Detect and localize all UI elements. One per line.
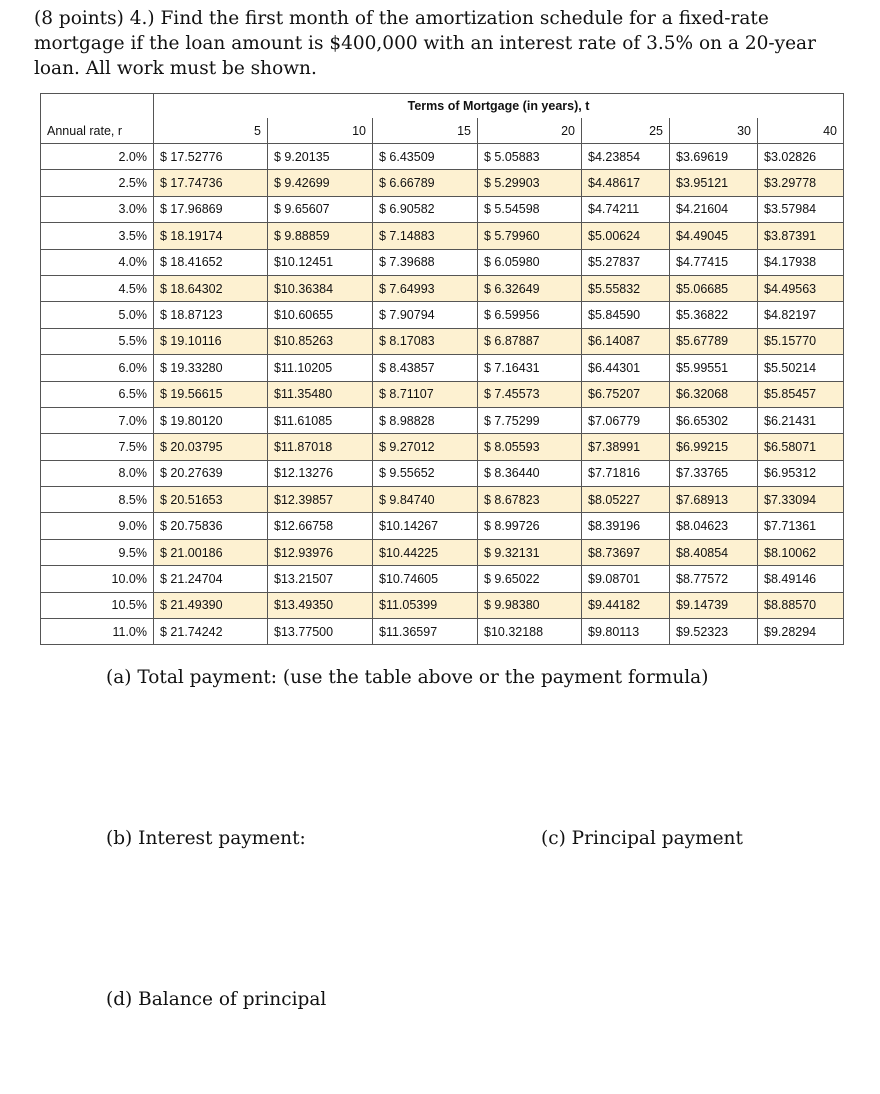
rate-cell: 5.5%	[41, 328, 154, 354]
rate-cell: 10.0%	[41, 566, 154, 592]
payment-cell: $5.99551	[670, 355, 758, 381]
table-row	[41, 619, 844, 645]
payment-cell: $ 9.65022	[478, 566, 582, 592]
payment-cell: $ 19.33280	[154, 355, 268, 381]
rate-cell: 7.5%	[41, 434, 154, 460]
payment-cell: $4.48617	[582, 170, 670, 196]
table-row	[41, 249, 844, 275]
term-header: 40	[758, 118, 844, 144]
header-corner	[41, 94, 154, 119]
rate-cell: 8.0%	[41, 460, 154, 486]
payment-cell: $ 8.17083	[373, 328, 478, 354]
payment-cell: $ 8.67823	[478, 487, 582, 513]
payment-cell: $8.88570	[758, 592, 844, 618]
payment-cell: $3.02826	[758, 144, 844, 170]
payment-cell: $ 8.99726	[478, 513, 582, 539]
term-header: 10	[268, 118, 373, 144]
payment-cell: $5.06685	[670, 275, 758, 301]
term-header: 5	[154, 118, 268, 144]
payment-cell: $ 9.32131	[478, 539, 582, 565]
payment-cell: $4.74211	[582, 196, 670, 222]
rate-cell: 8.5%	[41, 487, 154, 513]
payment-cell: $ 7.39688	[373, 249, 478, 275]
payment-table	[40, 93, 844, 645]
rate-cell: 10.5%	[41, 592, 154, 618]
payment-cell: $3.95121	[670, 170, 758, 196]
payment-cell: $ 9.42699	[268, 170, 373, 196]
payment-cell: $ 8.05593	[478, 434, 582, 460]
table-row	[41, 487, 844, 513]
payment-cell: $ 6.43509	[373, 144, 478, 170]
payment-cell: $ 6.66789	[373, 170, 478, 196]
payment-cell: $11.61085	[268, 407, 373, 433]
payment-cell: $ 21.49390	[154, 592, 268, 618]
payment-cell: $ 9.55652	[373, 460, 478, 486]
payment-cell: $5.55832	[582, 275, 670, 301]
payment-cell: $11.05399	[373, 592, 478, 618]
payment-cell: $6.21431	[758, 407, 844, 433]
payment-cell: $ 6.59956	[478, 302, 582, 328]
payment-cell: $6.95312	[758, 460, 844, 486]
payment-cell: $ 7.45573	[478, 381, 582, 407]
rate-cell: 9.5%	[41, 539, 154, 565]
table-row	[41, 355, 844, 381]
payment-cell: $11.10205	[268, 355, 373, 381]
rate-cell: 5.0%	[41, 302, 154, 328]
rate-cell: 7.0%	[41, 407, 154, 433]
payment-cell: $4.82197	[758, 302, 844, 328]
payment-cell: $ 7.75299	[478, 407, 582, 433]
payment-cell: $ 7.16431	[478, 355, 582, 381]
term-header: 20	[478, 118, 582, 144]
payment-cell: $10.14267	[373, 513, 478, 539]
payment-cell: $9.28294	[758, 619, 844, 645]
part-c-principal-payment: (c) Principal payment	[541, 828, 743, 849]
payment-cell: $4.77415	[670, 249, 758, 275]
payment-cell: $ 9.20135	[268, 144, 373, 170]
payment-cell: $5.00624	[582, 223, 670, 249]
payment-cell: $10.36384	[268, 275, 373, 301]
payment-cell: $11.35480	[268, 381, 373, 407]
payment-cell: $ 9.65607	[268, 196, 373, 222]
rate-cell: 4.5%	[41, 275, 154, 301]
rate-cell: 9.0%	[41, 513, 154, 539]
payment-cell: $11.36597	[373, 619, 478, 645]
payment-cell: $ 17.96869	[154, 196, 268, 222]
payment-cell: $4.17938	[758, 249, 844, 275]
rate-cell: 2.5%	[41, 170, 154, 196]
payment-cell: $7.33765	[670, 460, 758, 486]
payment-cell: $4.23854	[582, 144, 670, 170]
payment-cell: $7.71361	[758, 513, 844, 539]
payment-cell: $10.85263	[268, 328, 373, 354]
payment-cell: $ 6.90582	[373, 196, 478, 222]
payment-cell: $5.27837	[582, 249, 670, 275]
payment-cell: $9.44182	[582, 592, 670, 618]
payment-cell: $ 9.27012	[373, 434, 478, 460]
payment-cell: $3.69619	[670, 144, 758, 170]
table-row	[41, 223, 844, 249]
table-row	[41, 460, 844, 486]
table-row	[41, 566, 844, 592]
rate-cell: 2.0%	[41, 144, 154, 170]
payment-cell: $ 8.71107	[373, 381, 478, 407]
payment-cell: $4.49563	[758, 275, 844, 301]
payment-cell: $ 17.74736	[154, 170, 268, 196]
payment-cell: $5.85457	[758, 381, 844, 407]
payment-cell: $5.84590	[582, 302, 670, 328]
payment-cell: $3.57984	[758, 196, 844, 222]
table-row	[41, 196, 844, 222]
payment-cell: $4.49045	[670, 223, 758, 249]
payment-cell: $9.08701	[582, 566, 670, 592]
payment-cell: $3.87391	[758, 223, 844, 249]
table-row	[41, 381, 844, 407]
payment-cell: $ 6.87887	[478, 328, 582, 354]
payment-cell: $7.38991	[582, 434, 670, 460]
payment-cell: $9.80113	[582, 619, 670, 645]
table-row	[41, 328, 844, 354]
payment-cell: $8.39196	[582, 513, 670, 539]
table-row	[41, 434, 844, 460]
payment-cell: $ 19.56615	[154, 381, 268, 407]
payment-cell: $ 8.43857	[373, 355, 478, 381]
table-row	[41, 592, 844, 618]
payment-cell: $ 8.36440	[478, 460, 582, 486]
payment-cell: $8.05227	[582, 487, 670, 513]
payment-cell: $ 18.64302	[154, 275, 268, 301]
payment-cell: $5.36822	[670, 302, 758, 328]
payment-cell: $6.14087	[582, 328, 670, 354]
payment-cell: $7.06779	[582, 407, 670, 433]
payment-cell: $10.32188	[478, 619, 582, 645]
payment-cell: $ 5.05883	[478, 144, 582, 170]
payment-cell: $ 6.32649	[478, 275, 582, 301]
payment-cell: $8.73697	[582, 539, 670, 565]
payment-cell: $5.15770	[758, 328, 844, 354]
payment-cell: $7.68913	[670, 487, 758, 513]
table-row	[41, 144, 844, 170]
payment-cell: $ 21.24704	[154, 566, 268, 592]
payment-cell: $6.58071	[758, 434, 844, 460]
payment-cell: $4.21604	[670, 196, 758, 222]
payment-cell: $ 18.87123	[154, 302, 268, 328]
payment-cell: $5.67789	[670, 328, 758, 354]
payment-cell: $ 7.14883	[373, 223, 478, 249]
payment-cell: $ 19.80120	[154, 407, 268, 433]
rate-cell: 3.0%	[41, 196, 154, 222]
table-row	[41, 275, 844, 301]
payment-cell: $ 6.05980	[478, 249, 582, 275]
payment-cell: $8.40854	[670, 539, 758, 565]
payment-cell: $9.52323	[670, 619, 758, 645]
payment-cell: $ 9.88859	[268, 223, 373, 249]
rate-cell: 6.0%	[41, 355, 154, 381]
payment-cell: $ 9.84740	[373, 487, 478, 513]
payment-cell: $10.60655	[268, 302, 373, 328]
payment-cell: $12.93976	[268, 539, 373, 565]
payment-cell: $6.32068	[670, 381, 758, 407]
payment-cell: $ 18.19174	[154, 223, 268, 249]
payment-cell: $6.75207	[582, 381, 670, 407]
rate-cell: 6.5%	[41, 381, 154, 407]
rate-header: Annual rate, r	[41, 118, 154, 144]
payment-cell: $11.87018	[268, 434, 373, 460]
rate-cell: 11.0%	[41, 619, 154, 645]
term-header: 15	[373, 118, 478, 144]
payment-cell: $7.33094	[758, 487, 844, 513]
payment-cell: $ 17.52776	[154, 144, 268, 170]
term-header: 25	[582, 118, 670, 144]
rate-cell: 3.5%	[41, 223, 154, 249]
payment-cell: $8.49146	[758, 566, 844, 592]
payment-cell: $ 20.75836	[154, 513, 268, 539]
table-row	[41, 407, 844, 433]
part-b-interest-payment: (b) Interest payment:	[106, 828, 306, 849]
payment-cell: $ 21.00186	[154, 539, 268, 565]
payment-cell: $10.12451	[268, 249, 373, 275]
rate-cell: 4.0%	[41, 249, 154, 275]
table-title: Terms of Mortgage (in years), t	[154, 94, 844, 119]
payment-cell: $ 5.54598	[478, 196, 582, 222]
payment-cell: $10.44225	[373, 539, 478, 565]
payment-cell: $9.14739	[670, 592, 758, 618]
payment-cell: $13.49350	[268, 592, 373, 618]
part-d-balance-of-principal: (d) Balance of principal	[106, 989, 327, 1010]
part-a-total-payment: (a) Total payment: (use the table above or the payment formula)	[106, 667, 709, 688]
payment-cell: $ 20.03795	[154, 434, 268, 460]
payment-cell: $6.44301	[582, 355, 670, 381]
payment-cell: $8.10062	[758, 539, 844, 565]
table-row	[41, 539, 844, 565]
question-text: (8 points) 4.) Find the first month of the amortization schedule for a fixed-rate mortgage if the loan amount is $400,000 with an interest rate of 3.5% on a 20-year loan. All work must be shown.	[34, 8, 816, 79]
table-row	[41, 302, 844, 328]
payment-cell: $13.21507	[268, 566, 373, 592]
payment-cell: $ 5.29903	[478, 170, 582, 196]
payment-cell: $5.50214	[758, 355, 844, 381]
payment-cell: $ 8.98828	[373, 407, 478, 433]
payment-cell: $ 19.10116	[154, 328, 268, 354]
payment-table-wrapper	[40, 93, 844, 645]
table-row	[41, 513, 844, 539]
payment-cell: $8.04623	[670, 513, 758, 539]
payment-cell: $ 9.98380	[478, 592, 582, 618]
payment-cell: $10.74605	[373, 566, 478, 592]
payment-cell: $ 21.74242	[154, 619, 268, 645]
payment-cell: $8.77572	[670, 566, 758, 592]
payment-cell: $ 18.41652	[154, 249, 268, 275]
payment-cell: $ 20.27639	[154, 460, 268, 486]
payment-cell: $7.71816	[582, 460, 670, 486]
payment-cell: $3.29778	[758, 170, 844, 196]
payment-cell: $6.99215	[670, 434, 758, 460]
payment-cell: $13.77500	[268, 619, 373, 645]
table-row	[41, 170, 844, 196]
payment-cell: $ 5.79960	[478, 223, 582, 249]
payment-cell: $12.66758	[268, 513, 373, 539]
payment-cell: $12.13276	[268, 460, 373, 486]
payment-cell: $ 7.90794	[373, 302, 478, 328]
payment-cell: $6.65302	[670, 407, 758, 433]
payment-cell: $ 20.51653	[154, 487, 268, 513]
payment-cell: $12.39857	[268, 487, 373, 513]
payment-cell: $ 7.64993	[373, 275, 478, 301]
term-header: 30	[670, 118, 758, 144]
